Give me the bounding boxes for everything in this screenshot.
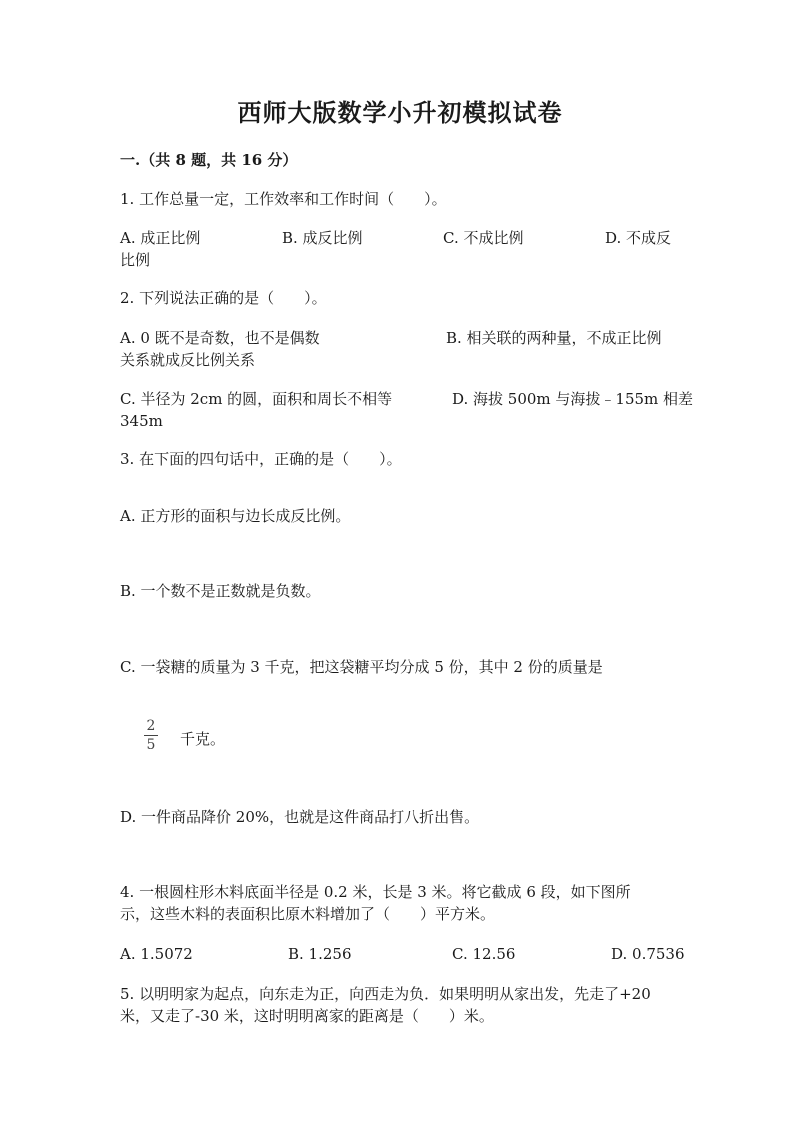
question-1-option-b: B. 成反比例	[282, 229, 363, 247]
question-4-option-c: C. 12.56	[452, 945, 516, 963]
fraction-numerator: 2	[146, 718, 156, 734]
fraction-bar	[144, 735, 158, 736]
question-3-stem: 3. 在下面的四句话中，正确的是（ ）。	[120, 450, 402, 468]
question-5-stem-continued: 米，又走了-30 米，这时明明离家的距离是（ ）米。	[120, 1007, 494, 1025]
question-1-stem: 1. 工作总量一定，工作效率和工作时间（ ）。	[120, 190, 447, 208]
question-2-stem: 2. 下列说法正确的是（ ）。	[120, 289, 327, 307]
question-2-option-a: A. 0 既不是奇数，也不是偶数	[120, 329, 320, 347]
question-1-option-d-continued: 比例	[120, 251, 151, 269]
question-4-stem-continued: 示，这些木料的表面积比原木料增加了（ ）平方米。	[120, 905, 496, 923]
question-2-option-c: C. 半径为 2cm 的圆，面积和周长不相等	[120, 390, 393, 408]
question-4-option-b: B. 1.256	[288, 945, 352, 963]
page-title: 西师大版数学小升初模拟试卷	[237, 98, 563, 127]
question-2-option-d-continued: 345m	[120, 412, 163, 430]
question-3-option-c: C. 一袋糖的质量为 3 千克，把这袋糖平均分成 5 份，其中 2 份的质量是	[120, 658, 603, 676]
question-2-option-b: B. 相关联的两种量，不成正比例	[446, 329, 662, 347]
question-3-option-d: D. 一件商品降价 20%，也就是这件商品打八折出售。	[120, 808, 480, 826]
question-1-option-a: A. 成正比例	[120, 229, 201, 247]
fraction-denominator: 5	[146, 737, 156, 753]
question-4-option-d: D. 0.7536	[611, 945, 685, 963]
question-2-option-d: D. 海拔 500m 与海拔﹣155m 相差	[452, 390, 694, 408]
question-2-option-b-continued: 关系就成反比例关系	[120, 351, 256, 369]
question-5-stem: 5. 以明明家为起点，向东走为正，向西走为负．如果明明从家出发，先走了+20	[120, 985, 651, 1003]
question-4-stem: 4. 一根圆柱形木料底面半径是 0.2 米，长是 3 米。将它截成 6 段，如下图所	[120, 883, 631, 901]
fraction-two-fifths	[144, 718, 158, 753]
question-1-option-c: C. 不成比例	[443, 229, 524, 247]
question-3-option-c-unit: 千克。	[180, 730, 226, 748]
section-header: 一.（共 8 题，共 16 分）	[120, 151, 298, 169]
question-3-option-a: A. 正方形的面积与边长成反比例。	[120, 507, 351, 525]
question-4-option-a: A. 1.5072	[120, 945, 193, 963]
question-1-option-d: D. 不成反	[605, 229, 672, 247]
question-3-option-b: B. 一个数不是正数就是负数。	[120, 582, 321, 600]
